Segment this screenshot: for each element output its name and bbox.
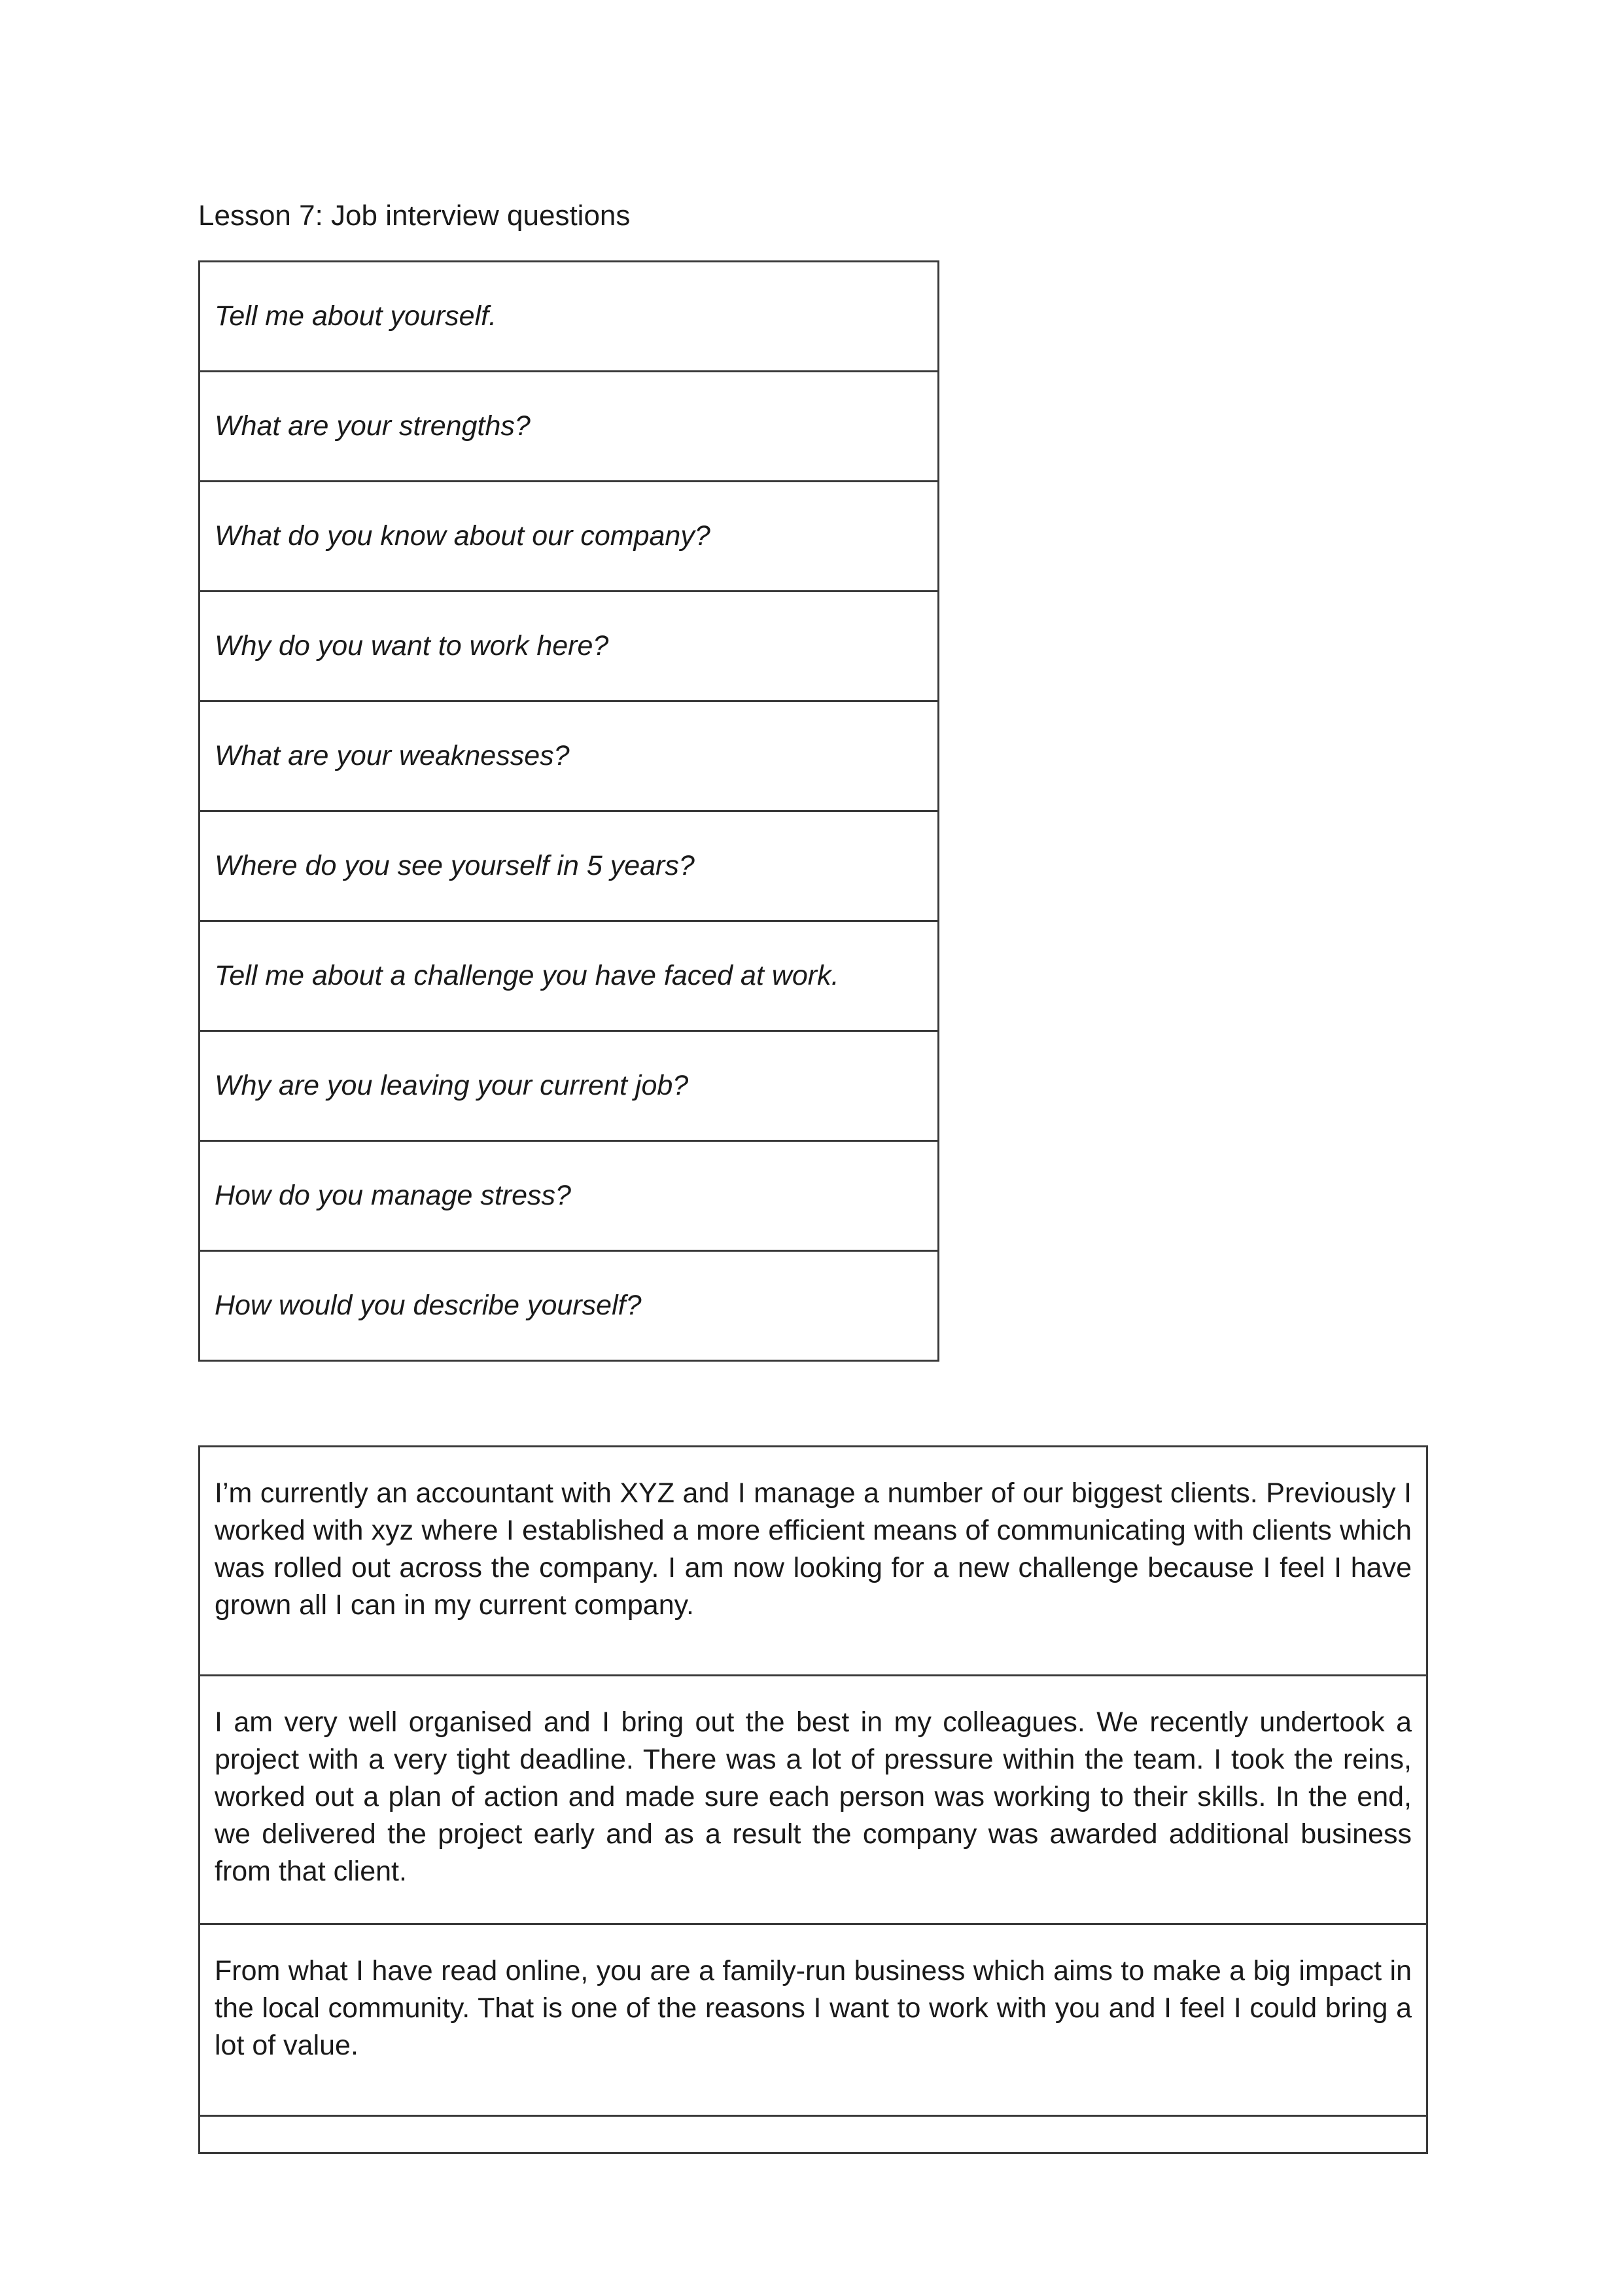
question-row [200,262,939,372]
question-row [200,592,939,701]
answer-row [200,2116,1427,2153]
answers-table [198,1445,1428,2154]
answer-row [200,1676,1427,1924]
empty-answer-cell [200,2116,1427,2153]
question-row [200,482,939,592]
question-cell: How do you manage stress? [200,1141,939,1251]
question-cell: How would you describe yourself? [200,1251,939,1361]
answer-row [200,1447,1427,1676]
question-row [200,701,939,811]
answer-row [200,1924,1427,2116]
question-cell: What do you know about our company? [200,482,939,592]
question-cell: Tell me about yourself. [200,262,939,372]
question-cell: Where do you see yourself in 5 years? [200,811,939,921]
questions-table [198,260,939,1362]
question-row [200,921,939,1031]
answer-cell: I’m currently an accountant with XYZ and I manage a number of our biggest clients. Previously I worked with xyz where I established a more efficient means of communicating with clients which was rolled out across the company. I am now looking for a new challenge because I feel I have grown all I can in my current company. [200,1447,1427,1676]
question-cell: Why are you leaving your current job? [200,1031,939,1141]
page-title: Lesson 7: Job interview questions [198,200,631,232]
question-row [200,372,939,482]
answer-cell: I am very well organised and I bring out the best in my colleagues. We recently undertook a project with a very tight deadline. There was a lot of pressure within the team. I took the reins, worked out a plan of action and made sure each person was working to their skills. In the end, we delivered the project early and as a result the company was awarded additional business from that client. [200,1676,1427,1924]
question-cell: What are your weaknesses? [200,701,939,811]
answer-cell: From what I have read online, you are a family-run business which aims to make a big impact in the local community. That is one of the reasons I want to work with you and I feel I could bring a lot of value. [200,1924,1427,2116]
question-cell: Why do you want to work here? [200,592,939,701]
question-row [200,811,939,921]
question-cell: Tell me about a challenge you have faced at work. [200,921,939,1031]
question-row [200,1141,939,1251]
question-cell: What are your strengths? [200,372,939,482]
question-row [200,1031,939,1141]
question-row [200,1251,939,1361]
